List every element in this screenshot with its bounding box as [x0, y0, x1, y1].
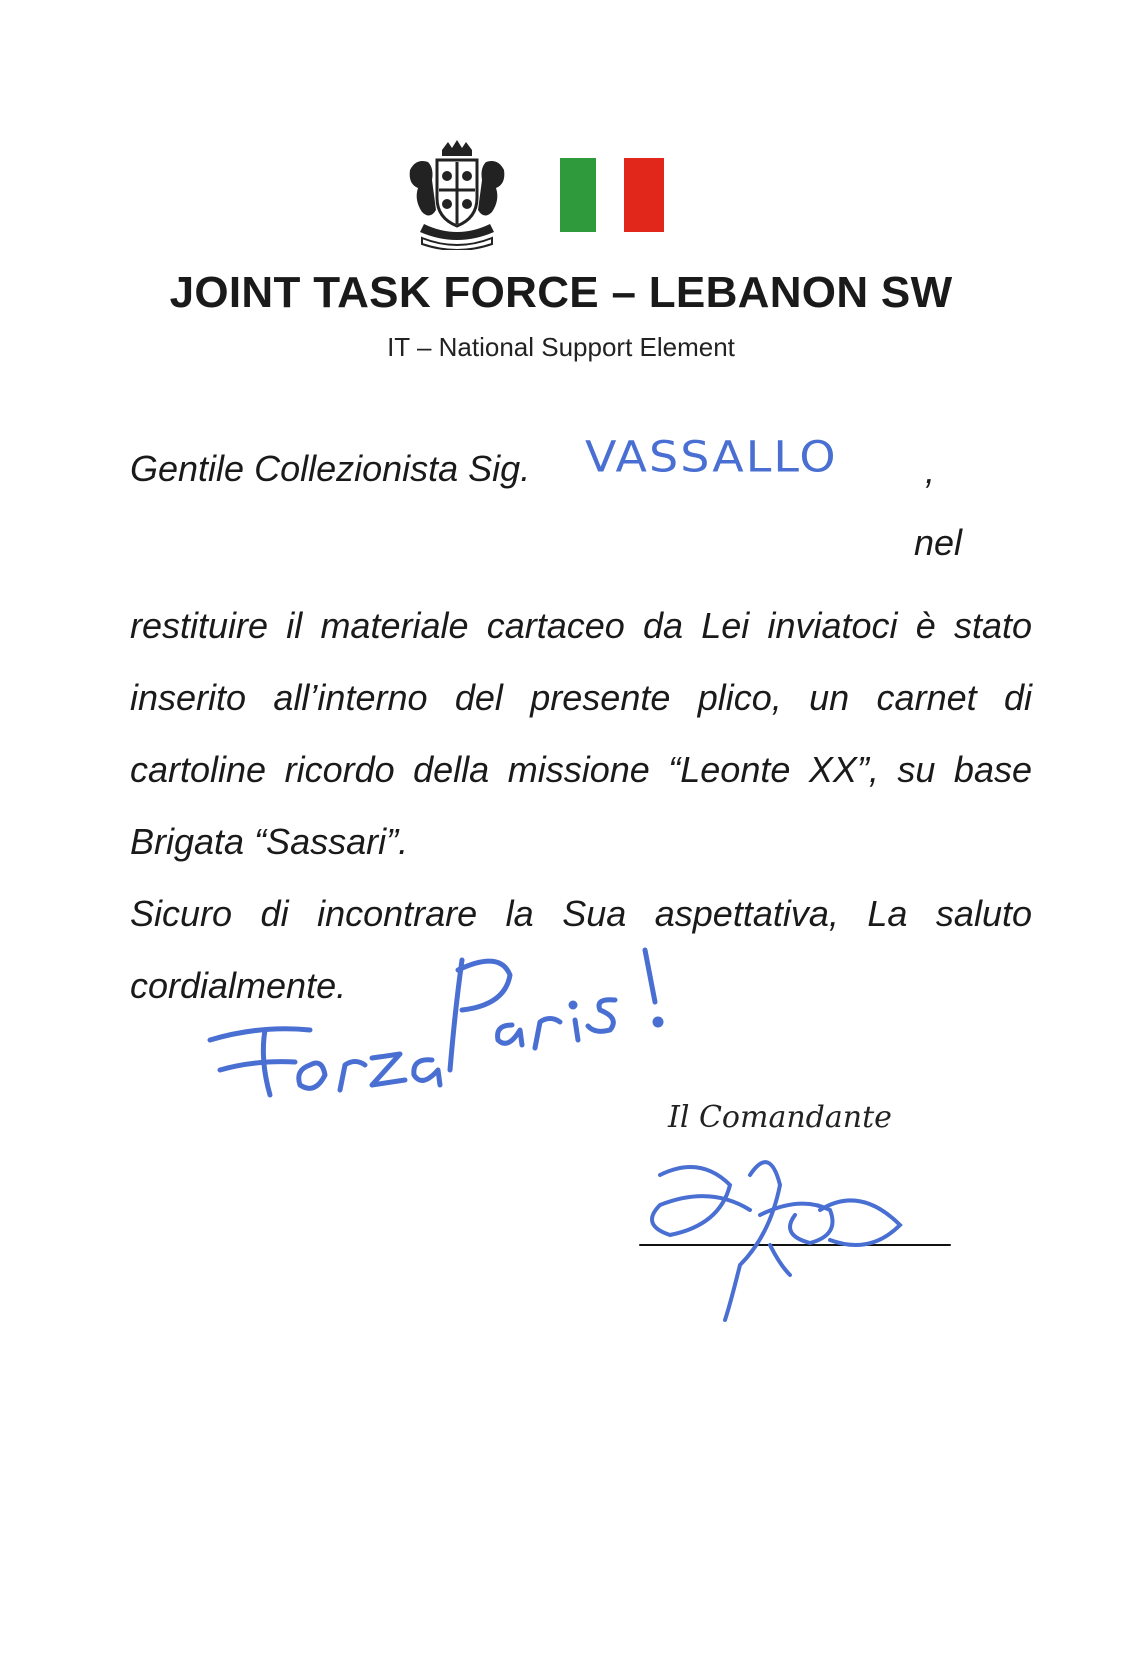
greeting-comma: , — [925, 450, 936, 491]
greeting-line — [130, 448, 1032, 490]
coat-of-arms-icon — [402, 140, 512, 250]
flag-stripe-red — [624, 158, 664, 232]
flag-stripe-green — [560, 158, 596, 232]
letter-body: restituire il materiale cartaceo da Lei inviatoci è stato inserito all’interno del presente plico, un carnet di cartoline ricordo della missione “Leonte XX”, su base Brigata “Sassari”. — [130, 605, 1032, 862]
opening-word: nel — [913, 522, 962, 563]
handwritten-recipient-name: VASSALLO — [585, 432, 838, 482]
letter-closing: Sicuro di incontrare la Sua aspettativa, La saluto cordialmente. — [130, 893, 1032, 1006]
handwritten-signature-icon — [630, 1115, 960, 1325]
greeting-text: Gentile Collezionista Sig. — [130, 448, 531, 489]
letterhead-subtitle: IT – National Support Element — [387, 332, 735, 362]
signoff-role: Il Comandante — [668, 1100, 892, 1135]
italian-flag-icon — [560, 158, 664, 232]
letterhead-title: JOINT TASK FORCE – LEBANON SW — [169, 268, 953, 317]
flag-stripe-white — [596, 158, 624, 232]
